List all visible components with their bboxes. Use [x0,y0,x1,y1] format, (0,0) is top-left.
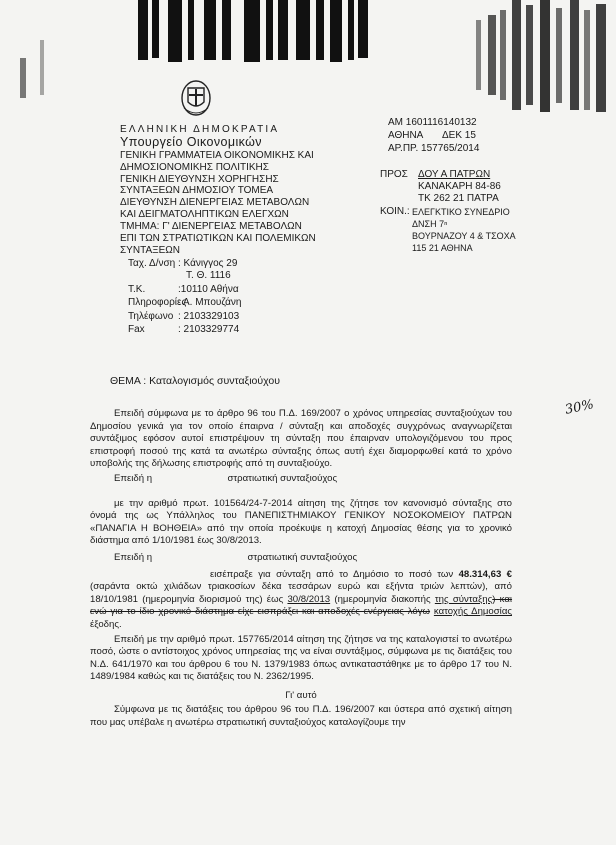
republic-title: ΕΛΛΗΝΙΚΗ ΔΗΜΟΚΡΑΤΙΑ [120,124,280,135]
contact-label-address: Ταχ. Δ/νση [128,258,176,269]
koin-line-2: ΔΝΣΗ 7ⁿ [412,219,448,229]
p3-amount-words: (σαράντα οκτώ χιλιάδων τριακοσίων δέκα τεσσάρων ευρώ και εξήντα τριών λεπτών), από 18/10/1981 (ημερομηνία διορισμού της) έως [90,581,512,605]
pros-city: ΤΚ 262 21 ΠΑΤΡΑ [418,193,499,204]
p3-public-underlined: κατοχής Δημοσίας [433,606,512,618]
p3-status: στρατιωτική συνταξιούχος [247,551,358,563]
contact-label-info: Πληροφορίες [128,297,187,308]
pros-street: ΚΑΝΑΚΑΡΗ 84-86 [418,181,501,192]
paragraph-3-intro [90,552,512,565]
paragraph-5: Γι' αυτό [285,689,317,701]
scan-stripes [0,0,616,118]
contact-label-phone: Τηλέφωνο [128,311,174,322]
ministry-title: Υπουργείο Οικονομικών [120,135,262,149]
p3-struck-text: ) και ενώ για το ίδιο χρονικό διάστημα είχε εισπράξει και αποδοχές ενέργειας λόγω [90,593,513,618]
p3-pension-underlined: της σύνταξης [434,593,493,605]
ref-am: ΑΜ 1601116140132 [388,117,477,128]
contact-value-tk: :10110 Αθήνα [178,284,239,295]
pros-label: ΠΡΟΣ [380,169,408,180]
org-line-7: ΤΜΗΜΑ: Γ' ΔΙΕΝΕΡΓΕΙΑΣ ΜΕΤΑΒΟΛΩΝ [120,221,302,232]
p2-status: στρατιωτική συνταξιούχος [227,472,338,484]
org-line-9: ΣΥΝΤΑΞΕΩΝ [120,245,180,256]
org-line-4: ΣΥΝΤΑΞΕΩΝ ΔΗΜΟΣΙΟΥ ΤΟΜΕΑ [120,185,274,196]
paragraph-1: Επειδή σύμφωνα με το άρθρο 96 του Π.Δ. 169/2007 ο χρόνος υπηρεσίας συνταξιούχων του Δημοσίου γενικά για τον οποίο έπαιρνα / σύνταξη και αποδοχές συγχρόνως αναγνωρίζεται συντάξιμος εφόσον αυτοί επιστρέψουν τη σύνταξη που έπαιρναν υπολογιζόμενου του προς επιστροφή ποσού της κατά τα ανωτέρω σύνταξης όπως αυτή έχει διαμορφωθεί κατά το χρόνο υποβολής της δήλωσης επιστροφής από τη συνταξιούχο. [90,408,512,470]
ref-date: ΔΕΚ 15 [442,130,476,141]
org-line-1: ΓΕΝΙΚΗ ΓΡΑΜΜΑΤΕΙΑ ΟΙΚΟΝΟΜΙΚΗΣ ΚΑΙ [120,150,314,161]
contact-value-info: : Α. Μπουζάνη [178,297,242,308]
p3-tail: έξοδης. [90,618,122,630]
contact-label-fax: Fax [128,324,145,335]
org-line-5: ΔΙΕΥΘΥΝΣΗ ΔΙΕΝΕΡΓΕΙΑΣ ΜΕΤΑΒΟΛΩΝ [120,197,310,208]
paragraph-6: Σύμφωνα με τις διατάξεις του άρθρου 96 του Π.Δ. 196/2007 και ύστερα από σχετική αίτηση που μας υπέβαλε η ανωτέρω στρατιωτική συνταξιούχος καταλογίζουμε την [90,704,512,729]
contact-value-phone: : 2103329103 [178,311,240,322]
koin-line-4: 115 21 ΑΘΗΝΑ [412,243,473,253]
pros-value: ΔΟΥ Α ΠΑΤΡΩΝ [418,169,491,180]
p3-received: εισέπραξε για σύνταξη από το Δημόσιο το ποσό των [210,568,454,580]
org-line-2: ΔΗΜΟΣΙΟΝΟΜΙΚΗΣ ΠΟΛΙΤΙΚΗΣ [120,162,269,173]
p3-amount: 48.314,63 € [458,568,513,580]
p3-lead: Επειδή η [114,551,153,563]
koin-label: ΚΟΙΝ.: [380,206,410,217]
paragraph-2-intro [90,473,512,486]
contact-value-pobox: Τ. Θ. 1116 [186,270,231,281]
contact-value-address: : Κάνιγγος 29 [178,258,238,269]
contact-value-fax: : 2103329774 [178,324,240,335]
paragraph-4: Επειδή με την αριθμό πρωτ. 157765/2014 αίτηση της ζήτησε να της καταλογιστεί το ανωτέρω ποσό, ώστε ο αντίστοιχος χρόνος υπηρεσίας της να είναι συντάξιμος, σύμφωνα με τις διατάξεις του Ν.Δ. 641/1970 και του άρθρου 6 του Ν. 1379/1983 όπως αντικαταστάθηκε με το άρθρο 17 του Ν. 1489/1984 καθώς και τις διατάξεις του Ν. 2362/1995. [90,633,512,683]
org-line-6: ΚΑΙ ΔΕΙΓΜΑΤΟΛΗΠΤΙΚΩΝ ΕΛΕΓΧΩΝ [120,209,289,220]
p3-interruption: (ημερομηνία διακοπής [334,593,431,605]
org-line-8: ΕΠΙ ΤΩΝ ΣΤΡΑΤΙΩΤΙΚΩΝ ΚΑΙ ΠΟΛΕΜΙΚΩΝ [120,233,316,244]
org-line-3: ΓΕΝΙΚΗ ΔΙΕΥΘΥΝΣΗ ΧΟΡΗΓΗΣΗΣ [120,174,279,185]
paragraph-3 [90,569,512,632]
ref-city: ΑΘΗΝΑ [388,130,424,141]
p3-end-date: 30/8/2013 [287,593,331,605]
greek-coat-of-arms-icon [178,78,214,118]
contact-label-tk: Τ.Κ. [128,284,146,295]
body-text [90,408,512,730]
subject-line: ΘΕΜΑ : Καταλογισμός συνταξιούχου [110,375,280,387]
p2-lead: Επειδή η [114,472,153,484]
ref-protocol: ΑΡ.ΠΡ. 157765/2014 [388,143,480,154]
paragraph-2: με την αριθμό πρωτ. 101564/24-7-2014 αίτηση της ζήτησε τον κανονισμό σύνταξης στο όνομά της ως Υπάλληλος του ΠΑΝΕΠΙΣΤΗΜΙΑΚΟΥ ΓΕΝΙΚΟΥ ΝΟΣΟΚΟΜΕΙΟΥ ΠΑΤΡΩΝ «ΠΑΝΑΓΙΑ Η ΒΟΗΘΕΙΑ» από την οποία προέκυψε η κατοχή Δημοσίας θέσης για το χρονικό διάστημα από 1/10/1981 έως 30/8/2013. [90,497,512,547]
margin-note: 30% [563,397,596,418]
koin-line-1: ΕΛΕΓΚΤΙΚΟ ΣΥΝΕΔΡΙΟ [412,207,510,217]
koin-line-3: ΒΟΥΡΝΑΖΟΥ 4 & ΤΣΟΧΑ [412,231,516,241]
